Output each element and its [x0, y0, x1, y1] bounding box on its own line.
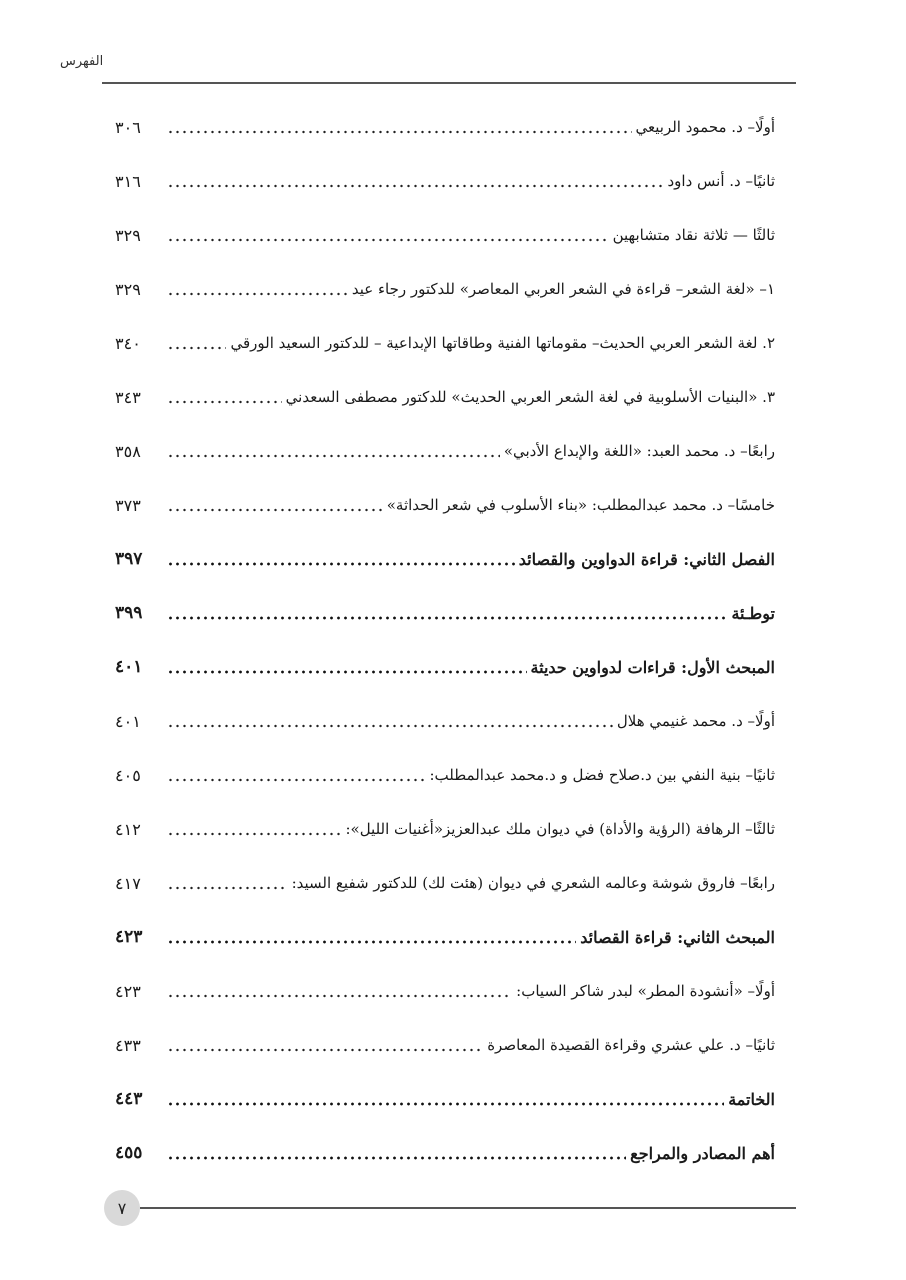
toc-entry-page-number: ٣٥٨ [115, 441, 141, 461]
toc-entry-title: ١– «لغة الشعر– قراءة في الشعر العربي المعاصر» للدكتور رجاء عيد [351, 280, 775, 298]
toc-heading-entry[interactable] [115, 1072, 775, 1126]
toc-entry-page-number: ٣٩٩ [115, 603, 143, 623]
toc-entry-page-number: ٣٢٩ [115, 279, 141, 299]
toc-entry-title: أولًا– «أنشودة المطر» لبدر شاكر السياب: [516, 982, 775, 1000]
toc-entry-page-number: ٣٢٩ [115, 225, 141, 245]
toc-entry-title: خامسًا– د. محمد عبدالمطلب: «بناء الأسلوب في شعر الحداثة» [386, 496, 775, 514]
dot-leader [167, 172, 663, 190]
toc-entry-page-number: ٤٠١ [115, 711, 141, 731]
toc-entry-title: ٣. «البنيات الأسلوبية في لغة الشعر العربي الحديث» للدكتور مصطفى السعدني [285, 388, 775, 406]
toc-entry-page-number: ٣٤٣ [115, 387, 141, 407]
toc-entry-page-number: ٤١٢ [115, 819, 141, 839]
toc-entry-title: ثالثًا– الرهافة (الرؤية والأداة) في ديوان ملك عبدالعزيز«أغنيات الليل»: [345, 820, 775, 838]
dot-leader [167, 550, 515, 568]
page-number-badge: ٧ [104, 1190, 140, 1226]
toc-entry-page-number: ٣١٦ [115, 171, 141, 191]
dot-leader [167, 604, 727, 622]
toc-entry-page-number: ٤٥٥ [115, 1143, 143, 1163]
toc-entry-title: أولًا– د. محمود الربيعي [635, 118, 775, 136]
toc-entry-page-number: ٤٠١ [115, 657, 143, 677]
dot-leader [167, 334, 226, 352]
table-of-contents [115, 100, 775, 1180]
toc-entry-title: توطـئة [731, 603, 775, 623]
toc-entry-page-number: ٣٧٣ [115, 495, 141, 515]
toc-entry-title: ثانيًا– د. علي عشري وقراءة القصيدة المعاصرة [487, 1036, 775, 1054]
toc-entry[interactable] [115, 694, 775, 748]
toc-entry[interactable] [115, 478, 775, 532]
toc-entry[interactable] [115, 208, 775, 262]
toc-entry[interactable] [115, 424, 775, 478]
dot-leader [167, 442, 500, 460]
dot-leader [167, 874, 288, 892]
toc-heading-entry[interactable] [115, 532, 775, 586]
running-header-title: الفهرس [60, 54, 104, 69]
toc-entry[interactable] [115, 748, 775, 802]
toc-entry-title: ثالثًا — ثلاثة نقاد متشابهين [612, 226, 775, 244]
toc-entry[interactable] [115, 370, 775, 424]
toc-entry[interactable] [115, 964, 775, 1018]
toc-entry-title: أولًا– د. محمد غنيمي هلال [616, 712, 775, 730]
footer-divider [140, 1207, 796, 1209]
toc-entry-page-number: ٤٢٣ [115, 981, 141, 1001]
dot-leader [167, 820, 341, 838]
header-divider [102, 82, 796, 84]
toc-entry-page-number: ٤٣٣ [115, 1035, 141, 1055]
dot-leader [167, 982, 512, 1000]
toc-entry[interactable] [115, 1018, 775, 1072]
toc-entry-page-number: ٣٩٧ [115, 549, 143, 569]
toc-entry-title: الفصل الثاني: قراءة الدواوين والقصائد [518, 549, 775, 569]
toc-entry-title: ثانيًا– د. أنس داود [667, 172, 775, 190]
dot-leader [167, 118, 632, 136]
toc-entry-page-number: ٣٠٦ [115, 117, 141, 137]
dot-leader [167, 280, 348, 298]
dot-leader [167, 1036, 483, 1054]
toc-entry-title: المبحث الأول: قراءات لدواوين حديثة [530, 657, 775, 677]
toc-entry-title: ثانيًا– بنية النفي بين د.صلاح فضل و د.محمد عبدالمطلب: [429, 766, 775, 784]
toc-entry-page-number: ٤٢٣ [115, 927, 143, 947]
toc-entry[interactable] [115, 100, 775, 154]
toc-entry[interactable] [115, 316, 775, 370]
toc-entry-title: رابعًا– د. محمد العبد: «اللغة والإبداع الأدبي» [503, 442, 775, 460]
dot-leader [167, 226, 609, 244]
toc-entry-page-number: ٤٠٥ [115, 765, 141, 785]
toc-entry-page-number: ٤١٧ [115, 873, 141, 893]
toc-entry[interactable] [115, 802, 775, 856]
toc-entry[interactable] [115, 154, 775, 208]
toc-entry-title: المبحث الثاني: قراءة القصائد [580, 927, 775, 947]
toc-entry-page-number: ٣٤٠ [115, 333, 141, 353]
toc-entry-page-number: ٤٤٣ [115, 1089, 143, 1109]
dot-leader [167, 496, 383, 514]
dot-leader [167, 658, 527, 676]
dot-leader [167, 928, 576, 946]
toc-entry-title: ٢. لغة الشعر العربي الحديث– مقوماتها الفنية وطاقاتها الإبداعية – للدكتور السعيد الورقي [230, 334, 775, 352]
toc-heading-entry[interactable] [115, 910, 775, 964]
dot-leader [167, 388, 282, 406]
toc-entry-title: رابعًا– فاروق شوشة وعالمه الشعري في ديوان (هئت لك) للدكتور شفيع السيد: [291, 874, 775, 892]
toc-entry[interactable] [115, 856, 775, 910]
dot-leader [167, 712, 613, 730]
toc-heading-entry[interactable] [115, 586, 775, 640]
toc-heading-entry[interactable] [115, 640, 775, 694]
toc-entry-title: الخاتمة [728, 1089, 775, 1109]
dot-leader [167, 766, 425, 784]
dot-leader [167, 1144, 626, 1162]
toc-entry[interactable] [115, 262, 775, 316]
toc-entry-title: أهم المصادر والمراجع [630, 1143, 775, 1163]
dot-leader [167, 1090, 724, 1108]
toc-heading-entry[interactable] [115, 1126, 775, 1180]
